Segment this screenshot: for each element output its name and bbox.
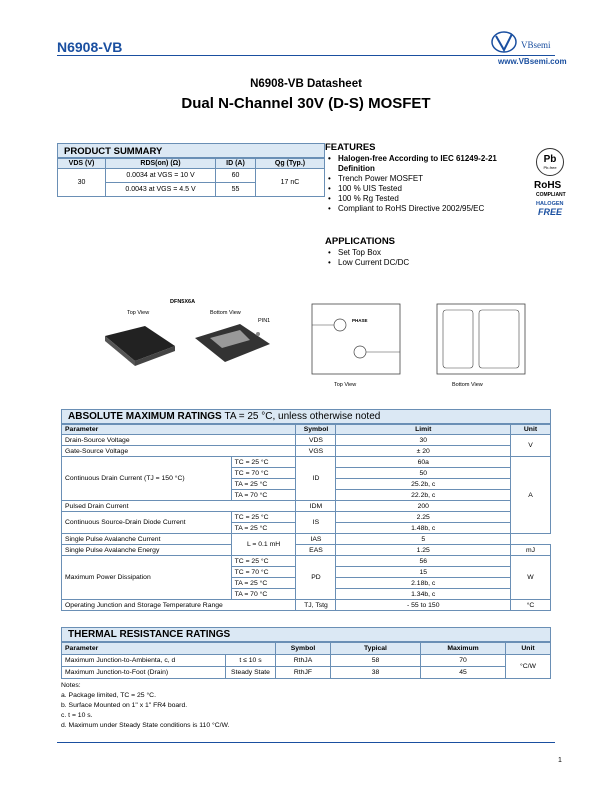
amr-condition: TA = 25 °C, unless otherwise noted (224, 411, 381, 422)
product-summary-title: PRODUCT SUMMARY (57, 143, 325, 158)
th-header-symbol: Symbol (276, 643, 331, 655)
amr-limit: 30 (336, 435, 511, 446)
amr-limit: 22.2b, c (336, 490, 511, 501)
application-item: • Set Top Box (325, 248, 525, 258)
amr-limit: 2.25 (336, 512, 511, 523)
amr-symbol: IS (296, 512, 336, 534)
amr-cond: TC = 25 °C (231, 512, 296, 523)
amr-symbol: VDS (296, 435, 336, 446)
th-symbol: RthJA (276, 655, 331, 667)
notes (61, 681, 229, 731)
notes-heading: Notes: (61, 682, 81, 689)
amr-limit: - 55 to 150 (336, 600, 511, 611)
amr-param: Gate-Source Voltage (62, 446, 296, 457)
amr-header-limit: Limit (336, 425, 511, 435)
absolute-max-ratings (61, 409, 551, 611)
schematic-top-view-icon (300, 300, 420, 380)
application-item: • Low Current DC/DC (325, 258, 525, 268)
compliant-label: COMPLIANT (536, 192, 566, 198)
brand-name: VBsemi (521, 40, 551, 50)
phase-label: PHASE (352, 318, 368, 323)
amr-limit: 15 (336, 567, 511, 578)
rohs-label: RoHS (534, 180, 562, 191)
th-cond: Steady State (226, 667, 276, 679)
amr-limit: 60a (336, 457, 511, 468)
amr-header-parameter: Parameter (62, 425, 296, 435)
ps-header-id: ID (A) (216, 159, 256, 169)
amr-cond: TC = 70 °C (231, 468, 296, 479)
halogen-label: HALOGEN (536, 201, 564, 207)
amr-limit: 2.18b, c (336, 578, 511, 589)
th-max: 45 (421, 667, 506, 679)
th-typ: 38 (331, 667, 421, 679)
amr-limit: 200 (336, 501, 511, 512)
note-item: a. Package limited, TC = 25 °C. (61, 692, 156, 699)
amr-cond: TC = 70 °C (231, 567, 296, 578)
ps-rds-1: 0.0034 at VGS = 10 V (106, 169, 216, 183)
ps-rds-2: 0.0043 at VGS = 4.5 V (106, 183, 216, 197)
product-summary (57, 143, 325, 197)
schematic-bottom-view-label: Bottom View (452, 382, 483, 388)
note-item: d. Maximum under Steady State conditions is 110 °C/W. (61, 722, 230, 729)
ps-id-1: 60 (216, 169, 256, 183)
amr-limit: 1.48b, c (336, 523, 511, 534)
th-param: Maximum Junction-to-Ambienta, c, d (62, 655, 226, 667)
ps-header-rds: RDS(on) (Ω) (106, 159, 216, 169)
amr-unit-voltage: V (511, 435, 551, 457)
amr-limit: ± 20 (336, 446, 511, 457)
pin1-label: PIN1 (258, 318, 271, 324)
th-header-typical: Typical (331, 643, 421, 655)
package-top-view-label: Top View (127, 310, 150, 316)
amr-cond: TA = 70 °C (231, 490, 296, 501)
brand-url[interactable]: www.VBsemi.com (498, 57, 567, 66)
amr-symbol: IAS (296, 534, 336, 545)
pb-free-icon (536, 148, 564, 176)
product-summary-table (57, 158, 325, 197)
feature-item: • 100 % Rg Tested (325, 194, 535, 204)
thermal-table (61, 642, 551, 679)
schematic-top-view-label: Top View (334, 382, 357, 388)
thermal-ratings (61, 627, 551, 679)
amr-unit-temp: °C (511, 600, 551, 611)
amr-avalanche-cond: L = 0.1 mH (231, 534, 296, 556)
amr-limit: 1.25 (336, 545, 511, 556)
feature-item: • Compliant to RoHS Directive 2002/95/EC (325, 204, 535, 214)
th-param: Maximum Junction-to-Foot (Drain) (62, 667, 226, 679)
th-header-maximum: Maximum (421, 643, 506, 655)
package-bottom-view-label: Bottom View (210, 310, 241, 316)
pb-label: Pb (543, 154, 557, 165)
ps-header-qg: Qg (Typ.) (256, 159, 325, 169)
amr-cond: TA = 25 °C (231, 479, 296, 490)
amr-unit-power: W (511, 556, 551, 600)
amr-symbol: TJ, Tstg (296, 600, 336, 611)
th-symbol: RthJF (276, 667, 331, 679)
page-number: 1 (558, 757, 562, 764)
amr-heading (61, 409, 551, 424)
datasheet-title: N6908-VB Datasheet (250, 78, 362, 90)
amr-title: ABSOLUTE MAXIMUM RATINGS (68, 411, 222, 422)
feature-item: • 100 % UIS Tested (325, 184, 535, 194)
amr-param: Drain-Source Voltage (62, 435, 296, 446)
ps-vds: 30 (58, 169, 106, 197)
th-unit: °C/W (506, 655, 551, 679)
amr-limit: 1.34b, c (336, 589, 511, 600)
amr-symbol: ID (296, 457, 336, 501)
amr-cond: TC = 25 °C (231, 457, 296, 468)
th-cond: t ≤ 10 s (226, 655, 276, 667)
package-drawing-icon (100, 316, 280, 376)
device-title: Dual N-Channel 30V (D-S) MOSFET (181, 95, 431, 112)
amr-unit-current: A (511, 457, 551, 534)
feature-item: • Trench Power MOSFET (325, 174, 535, 184)
part-number: N6908-VB (57, 39, 123, 55)
amr-param: Continuous Source-Drain Diode Current (62, 512, 232, 534)
amr-symbol: PD (296, 556, 336, 600)
amr-symbol: EAS (296, 545, 336, 556)
pb-free-label: Pb-free (543, 165, 557, 170)
amr-symbol: IDM (296, 501, 336, 512)
amr-param: Single Pulse Avalanche Energy (62, 545, 232, 556)
amr-cond: TC = 25 °C (231, 556, 296, 567)
amr-param: Continuous Drain Current (TJ = 150 °C) (62, 457, 232, 501)
feature-item: • Halogen-free According to IEC 61249-2-21 Definition (325, 154, 535, 174)
amr-symbol: VGS (296, 446, 336, 457)
amr-limit: 5 (336, 534, 511, 545)
applications-list (325, 248, 525, 268)
features-list (325, 154, 535, 214)
ps-qg: 17 nC (256, 169, 325, 197)
amr-header-unit: Unit (511, 425, 551, 435)
package-name: DFN5X6A (170, 299, 196, 305)
thermal-title: THERMAL RESISTANCE RATINGS (61, 627, 551, 642)
features-title: FEATURES (325, 142, 376, 153)
footer-rule (57, 742, 555, 743)
ps-header-vds: VDS (V) (58, 159, 106, 169)
amr-param: Maximum Power Dissipation (62, 556, 232, 600)
amr-limit: 25.2b, c (336, 479, 511, 490)
schematic-bottom-view-icon (425, 300, 545, 380)
amr-unit-energy: mJ (511, 545, 551, 556)
amr-cond: TA = 70 °C (231, 589, 296, 600)
amr-param: Single Pulse Avalanche Current (62, 534, 232, 545)
amr-limit: 50 (336, 468, 511, 479)
th-max: 70 (421, 655, 506, 667)
amr-limit: 56 (336, 556, 511, 567)
applications-title: APPLICATIONS (325, 236, 396, 247)
th-header-unit: Unit (506, 643, 551, 655)
note-item: b. Surface Mounted on 1" x 1" FR4 board. (61, 702, 188, 709)
th-header-parameter: Parameter (62, 643, 276, 655)
amr-param: Operating Junction and Storage Temperature Range (62, 600, 296, 611)
amr-header-symbol: Symbol (296, 425, 336, 435)
ps-id-2: 55 (216, 183, 256, 197)
amr-param: Pulsed Drain Current (62, 501, 296, 512)
amr-cond: TA = 25 °C (231, 523, 296, 534)
free-label: FREE (538, 207, 563, 217)
amr-cond: TA = 25 °C (231, 578, 296, 589)
th-typ: 58 (331, 655, 421, 667)
note-item: c. t = 10 s. (61, 712, 93, 719)
amr-table (61, 424, 551, 611)
header-rule (57, 55, 555, 56)
